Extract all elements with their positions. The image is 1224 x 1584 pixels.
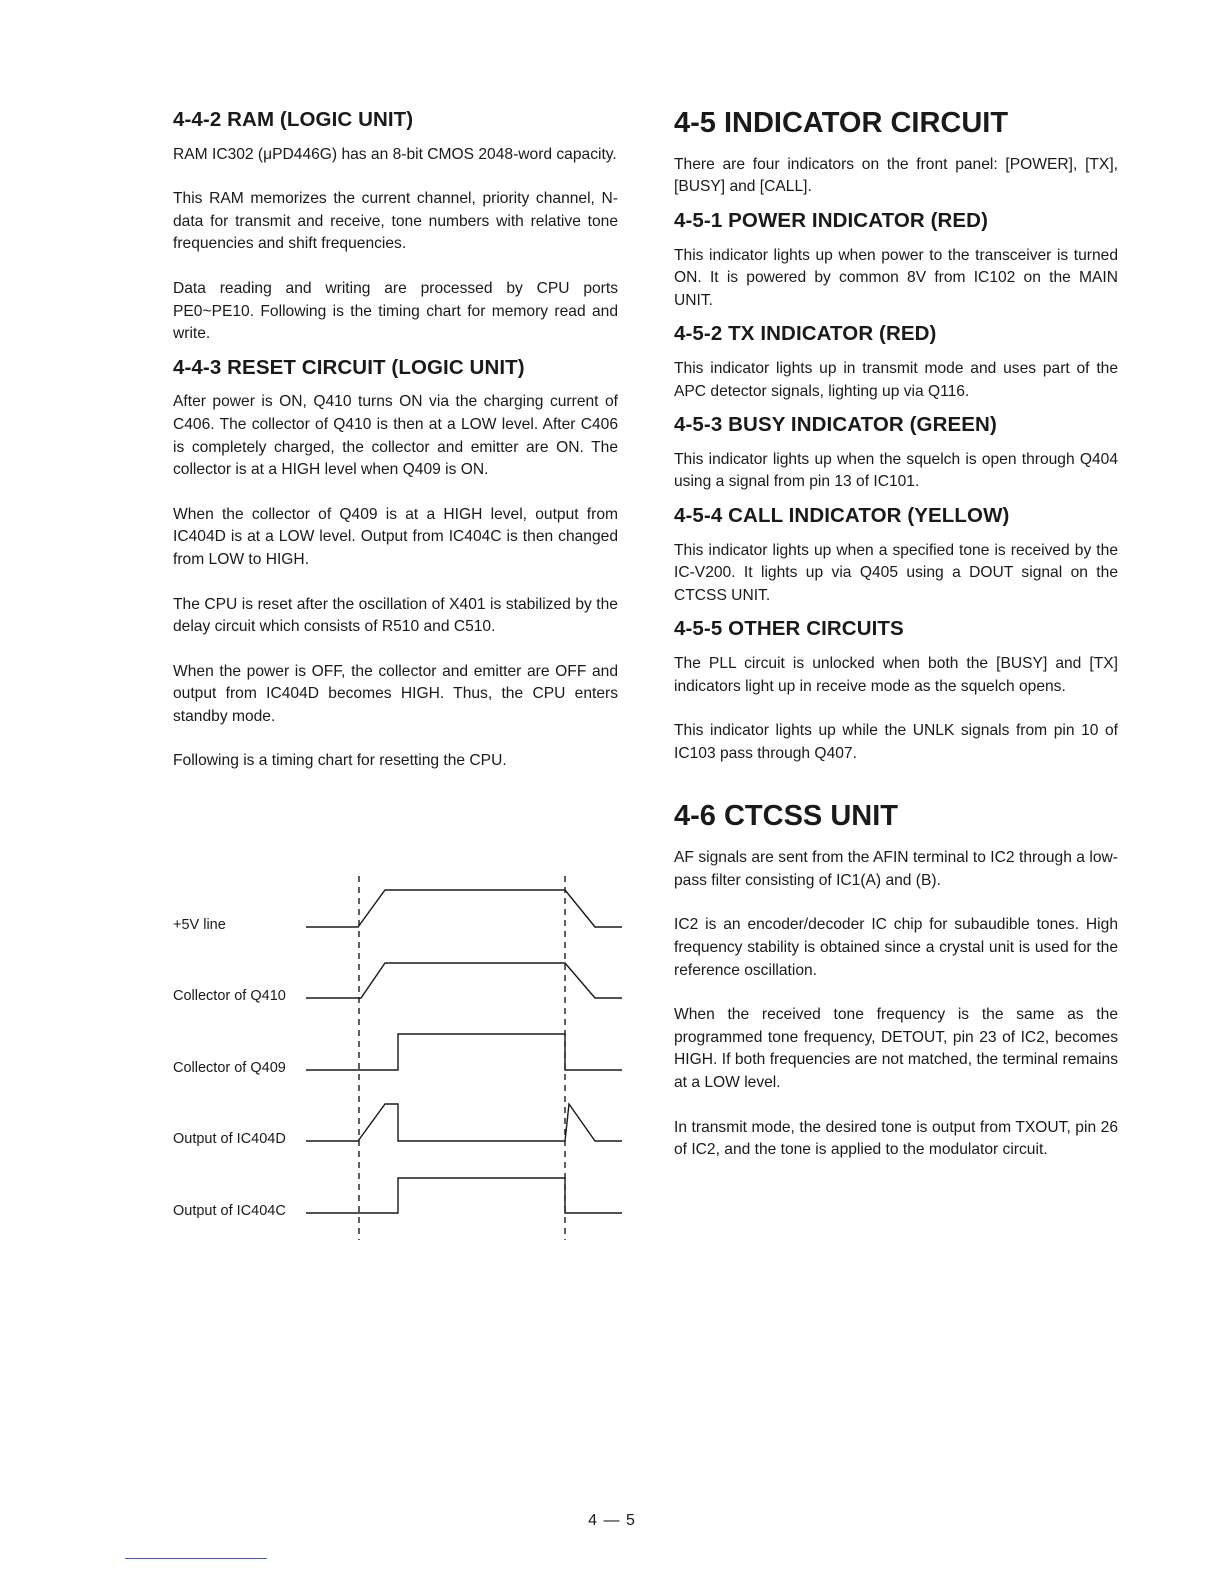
timing-waveforms	[160, 868, 630, 1248]
other-circuits-paragraph-2: This indicator lights up while the UNLK signals from pin 10 of IC103 pass through Q407.	[674, 722, 1118, 762]
reset-timing-chart	[160, 868, 630, 1248]
page-number: 4 — 5	[588, 1512, 636, 1529]
footer-rule	[125, 1558, 267, 1559]
busy-indicator-text: This indicator lights up when the squelch is open through Q404 using a signal from pin 13 of IC101.	[674, 450, 1118, 491]
waveform-output-ic404c	[306, 1178, 622, 1213]
other-circuits-paragraph-1: The PLL circuit is unlocked when both the [BUSY] and [TX] indicators light up in receive mode as the squelch opens.	[674, 654, 1118, 695]
ctcss-paragraph-1: AF signals are sent from the AFIN terminal to IC2 through a low-pass filter consisting of IC1(A) and (B).	[674, 849, 1118, 889]
reset-heading: 4-4-3 RESET CIRCUIT (LOGIC UNIT)	[173, 355, 525, 379]
reset-paragraph-4: When the power is OFF, the collector and emitter are OFF and output from IC404D becomes HIGH. Thus, the CPU enters standby mode.	[173, 662, 618, 725]
timing-label-output-ic404d: Output of IC404D	[173, 1131, 286, 1147]
reset-paragraph-2: When the collector of Q409 is at a HIGH level, output from IC404D is at a LOW level. Output from IC404C is then changed from LOW to HIGH.	[173, 505, 618, 568]
timing-label-output-ic404c: Output of IC404C	[173, 1203, 286, 1219]
reset-paragraph-3: The CPU is reset after the oscillation of X401 is stabilized by the delay circuit which consists of R510 and C510.	[173, 595, 618, 636]
ctcss-heading: 4-6 CTCSS UNIT	[674, 800, 898, 833]
call-indicator-heading: 4-5-4 CALL INDICATOR (YELLOW)	[674, 504, 1010, 528]
busy-indicator-heading: 4-5-3 BUSY INDICATOR (GREEN)	[674, 413, 997, 437]
timing-label-collector-q410: Collector of Q410	[173, 988, 286, 1004]
ram-paragraph-2: This RAM memorizes the current channel, priority channel, N-data for transmit and receive, tone numbers with relative tone frequencies and shift frequencies.	[173, 190, 618, 253]
waveform-5v-line	[306, 890, 622, 927]
timing-label-5v-line: +5V line	[173, 917, 226, 933]
section-ram	[173, 108, 618, 346]
ram-paragraph-3: Data reading and writing are processed by CPU ports PE0~PE10. Following is the timing chart for memory read and write.	[173, 279, 618, 343]
reset-paragraph-1: After power is ON, Q410 turns ON via the charging current of C406. The collector of Q410 is then at a LOW level. After C406 is completely charged, the collector and emitter are ON. The collector is at a HIGH level when Q409 is ON.	[173, 393, 618, 479]
waveform-output-ic404d	[306, 1104, 622, 1141]
call-indicator-text: This indicator lights up when a specified tone is received by the IC-V200. It lights up via Q405 using a DOUT signal on the CTCSS UNIT.	[674, 541, 1118, 604]
ctcss-paragraph-2: IC2 is an encoder/decoder IC chip for subaudible tones. High frequency stability is obtained since a crystal unit is used for the reference oscillation.	[674, 916, 1118, 979]
timing-label-collector-q409: Collector of Q409	[173, 1060, 286, 1076]
ram-heading: 4-4-2 RAM (LOGIC UNIT)	[173, 108, 414, 131]
section-gap	[674, 787, 1118, 801]
power-indicator-heading: 4-5-1 POWER INDICATOR (RED)	[674, 209, 989, 233]
tx-indicator-text: This indicator lights up in transmit mode and uses part of the APC detector signals, lighting up via Q116.	[674, 360, 1118, 400]
ram-paragraph-1: RAM IC302 (μPD446G) has an 8-bit CMOS 2048-word capacity.	[173, 145, 617, 163]
indicator-heading: 4-5 INDICATOR CIRCUIT	[674, 107, 1009, 139]
section-indicator-circuit	[674, 108, 1118, 765]
waveform-collector-q410	[306, 963, 622, 998]
ctcss-paragraph-4: In transmit mode, the desired tone is output from TXOUT, pin 26 of IC2, and the tone is applied to the modulator circuit.	[674, 1118, 1118, 1159]
indicator-intro: There are four indicators on the front panel: [POWER], [TX], [BUSY] and [CALL].	[674, 155, 1118, 196]
reset-paragraph-5: Following is a timing chart for resetting the CPU.	[173, 752, 507, 770]
waveform-collector-q409	[306, 1034, 622, 1070]
section-ctcss-unit	[674, 801, 1118, 1161]
right-column	[674, 108, 1118, 1184]
section-reset-circuit	[173, 356, 618, 773]
tx-indicator-heading: 4-5-2 TX INDICATOR (RED)	[674, 322, 937, 346]
other-circuits-heading: 4-5-5 OTHER CIRCUITS	[674, 617, 904, 641]
ctcss-paragraph-3: When the received tone frequency is the same as the programmed tone frequency, DETOUT, pin 23 of IC2, becomes HIGH. If both frequencies are not matched, the terminal remains at a LOW level.	[674, 1006, 1118, 1091]
power-indicator-text: This indicator lights up when power to the transceiver is turned ON. It is powered by common 8V from IC102 on the MAIN UNIT.	[674, 246, 1118, 309]
left-column	[173, 108, 618, 795]
